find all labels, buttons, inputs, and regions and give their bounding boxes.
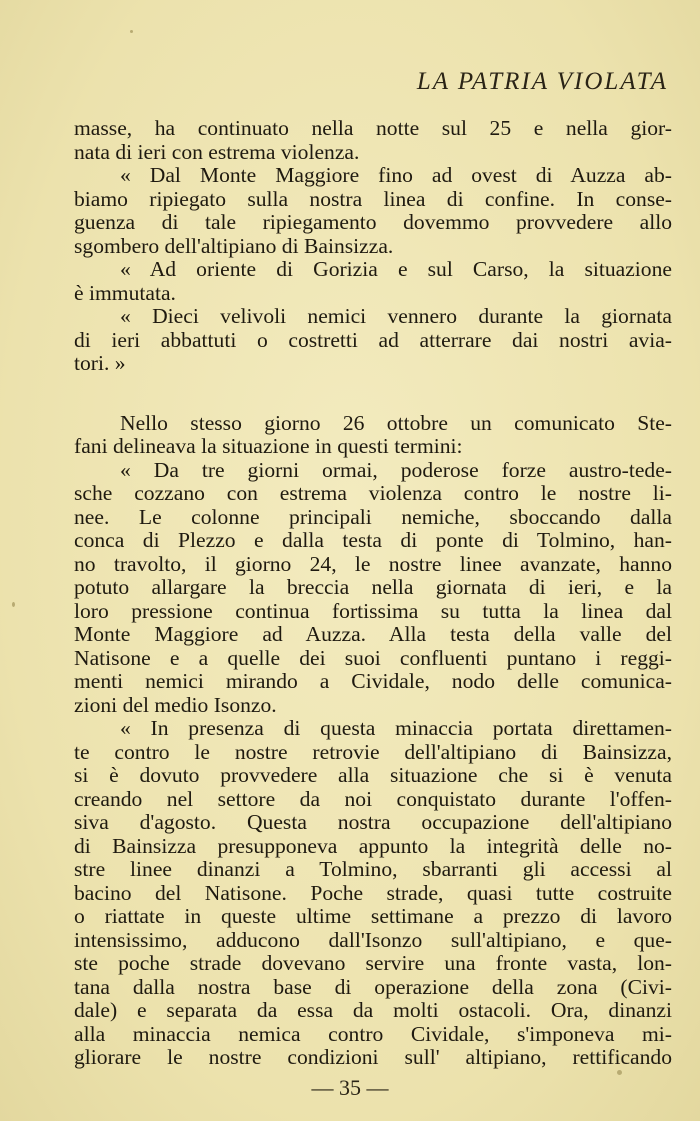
text-line: tana dalla nostra base di operazione della zona (Civi- — [74, 974, 672, 999]
text-line: « Dieci velivoli nemici vennero durante la giornata — [120, 304, 672, 328]
text-line: no travolto, il giorno 24, le nostre linee avanzate, hanno — [74, 551, 672, 576]
text-line: sche cozzano con estrema violenza contro le nostre li- — [74, 481, 672, 505]
text-line: sgombero dell'altipiano di Bainsizza. — [74, 233, 394, 258]
text-line: « Ad oriente di Gorizia e sul Carso, la situazione — [120, 257, 672, 281]
text-line: si è dovuto provvedere alla situazione che si è venuta — [74, 763, 672, 787]
text-line: o riattate in queste ultime settimane a prezzo di lavoro — [74, 904, 672, 928]
text-line: « Da tre giorni ormai, poderose forze austro-tede- — [120, 457, 672, 482]
text-line: dale) e separata da essa da molti ostacoli. Ora, dinanzi — [74, 998, 672, 1022]
text-line: tori. » — [74, 351, 126, 375]
page-number: — 35 — — [311, 1075, 389, 1100]
text-line: stre linee dinanzi a Tolmino, sbarranti gli accessi al — [74, 857, 672, 881]
text-line: fani delineava la situazione in questi termini: — [74, 434, 463, 458]
text-line: nee. Le colonne principali nemiche, sboccando dalla — [74, 504, 672, 529]
text-line: alla minaccia nemica contro Cividale, s'imponeva mi- — [74, 1021, 672, 1046]
text-line: creando nel settore da noi conquistato durante l'offen- — [74, 786, 672, 811]
text-line: loro pressione continua fortissima su tutta la linea dal — [74, 598, 672, 623]
text-line: è immutata. — [74, 280, 176, 305]
text-line: Monte Maggiore ad Auzza. Alla testa della valle del — [74, 622, 672, 646]
text-line: siva d'agosto. Questa nostra occupazione dell'altipiano — [74, 810, 672, 834]
text-line: masse, ha continuato nella notte sul 25 e nella gior- — [74, 116, 672, 140]
text-line: te contro le nostre retrovie dell'altipiano di Bainsizza, — [74, 739, 672, 764]
text-line: Natisone e a quelle dei suoi confluenti puntano i reggi- — [74, 645, 672, 670]
text-line: bacino del Natisone. Poche strade, quasi tutte costruite — [74, 880, 672, 905]
text-line: conca di Plezzo e dalla testa di ponte di Tolmino, han- — [74, 528, 672, 552]
body-text — [74, 117, 672, 1070]
text-line: nata di ieri con estrema violenza. — [74, 139, 360, 164]
text-line: « In presenza di questa minaccia portata direttamen- — [120, 716, 672, 740]
text-line: ste poche strade dovevano servire una fronte vasta, lon- — [74, 951, 672, 975]
paper-speck — [130, 30, 133, 33]
running-head: LA PATRIA VIOLATA — [416, 68, 668, 95]
paper-speck — [617, 1070, 622, 1075]
text-line: di Bainsizza presupponeva appunto la integrità delle no- — [74, 833, 672, 858]
text-line: potuto allargare la breccia nella giornata di ieri, e la — [74, 575, 672, 599]
text-line: zioni del medio Isonzo. — [74, 692, 277, 717]
text-line: biamo ripiegato sulla nostra linea di confine. In conse- — [74, 186, 672, 211]
text-line: guenza di tale ripiegamento dovemmo provvedere allo — [74, 210, 672, 234]
paper-speck — [12, 602, 15, 607]
text-line: gliorare le nostre condizioni sull' altipiano, rettificando — [74, 1045, 672, 1069]
text-line: menti nemici mirando a Cividale, nodo delle comunica- — [74, 669, 672, 693]
text-line: « Dal Monte Maggiore fino ad ovest di Auzza ab- — [120, 163, 672, 187]
paragraph-gap — [74, 376, 672, 412]
text-line: di ieri abbattuti o costretti ad atterrare dai nostri avia- — [74, 327, 672, 352]
text-line: intensissimo, adducono dall'Isonzo sull'altipiano, e que- — [74, 927, 672, 952]
text-line: Nello stesso giorno 26 ottobre un comunicato Ste- — [120, 410, 672, 435]
